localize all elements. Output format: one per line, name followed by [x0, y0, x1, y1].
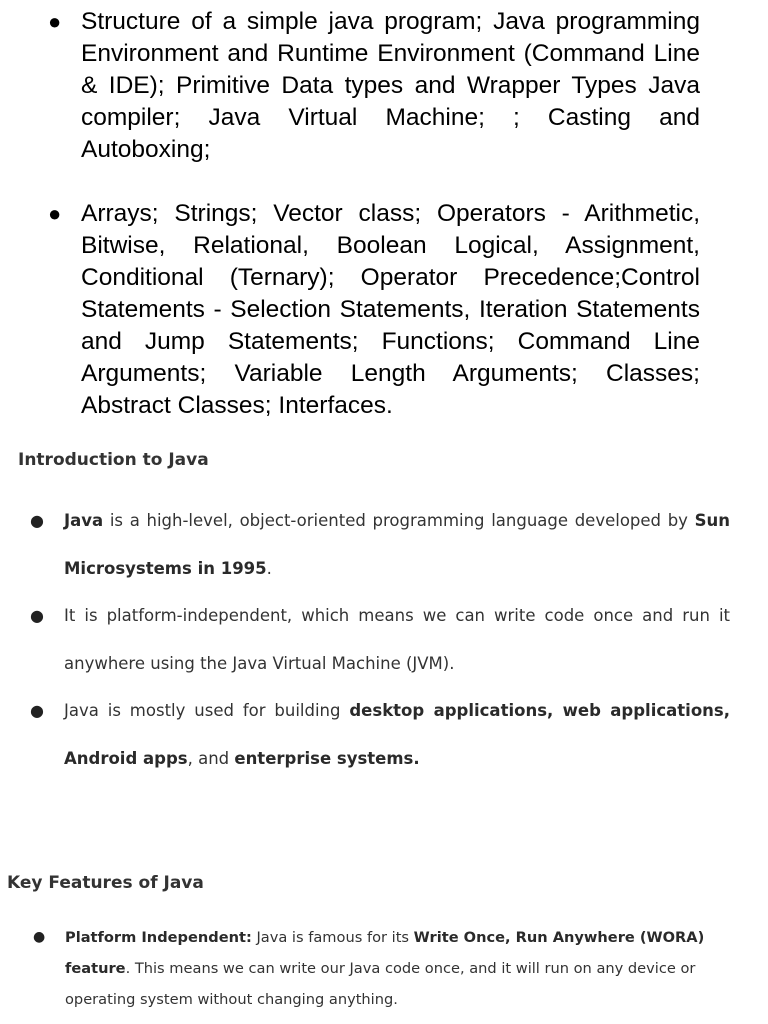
intro-item-text: , and [187, 748, 235, 768]
syllabus-item [44, 198, 700, 422]
intro-list-item [30, 592, 730, 687]
intro-item-bold: enterprise systems. [234, 748, 420, 768]
intro-item-text: Java is mostly used for building [64, 701, 350, 720]
bullet-icon: ● [33, 929, 46, 945]
intro-list-item [30, 497, 730, 592]
syllabus-item [44, 6, 700, 166]
intro-item-text: is a high-level, object-oriented programming language developed by [103, 511, 695, 530]
intro-list-item [30, 687, 730, 782]
syllabus-list [44, 6, 700, 422]
intro-item-text: . [266, 558, 272, 578]
intro-heading: Introduction to Java [18, 450, 209, 470]
feature-item-bold: Write Once, Run Anywhere (WORA) feature [65, 929, 705, 977]
bullet-icon: ● [30, 701, 44, 720]
syllabus-item-text: Arrays; Strings; Vector class; Operators - Arithmetic, Bitwise, Relational, Boolean Logical, Assignment, Conditional (Ternary); Operator Precedence;Control Statements - Selection Statements, Iteration Statements and Jump Statements; Functions; Command Line Arguments; Variable Length Arguments; Classes; Abstract Classes; Interfaces. [81, 200, 700, 419]
bullet-icon: ● [48, 201, 62, 226]
feature-item-text: . This means we can write our Java code once, and it will run on any device or operating system without changing anything. [65, 960, 696, 1008]
bullet-icon: ● [30, 606, 44, 625]
feature-item-bold: Platform Independent: [65, 929, 252, 946]
intro-item-bold: desktop applications, web applications, Android apps [64, 701, 730, 768]
intro-list [30, 497, 730, 782]
bullet-icon: ● [48, 9, 62, 34]
intro-item-bold: Sun Microsystems in 1995 [64, 511, 730, 578]
syllabus-item-text: Structure of a simple java program; Java programming Environment and Runtime Environment (Command Line & IDE); Primitive Data types and Wrapper Types Java compiler; Java Virtual Machine; ; Casting and Autoboxing; [81, 8, 700, 163]
features-list-item [33, 922, 748, 1015]
feature-item-text: Java is famous for its [251, 929, 414, 946]
features-list [33, 922, 748, 1015]
intro-item-text: It is platform-independent, which means we can write code once and run it anywhere using the Java Virtual Machine (JVM). [64, 606, 730, 673]
features-heading: Key Features of Java [7, 873, 204, 893]
bullet-icon: ● [30, 511, 44, 530]
intro-item-bold: Java [64, 511, 104, 530]
